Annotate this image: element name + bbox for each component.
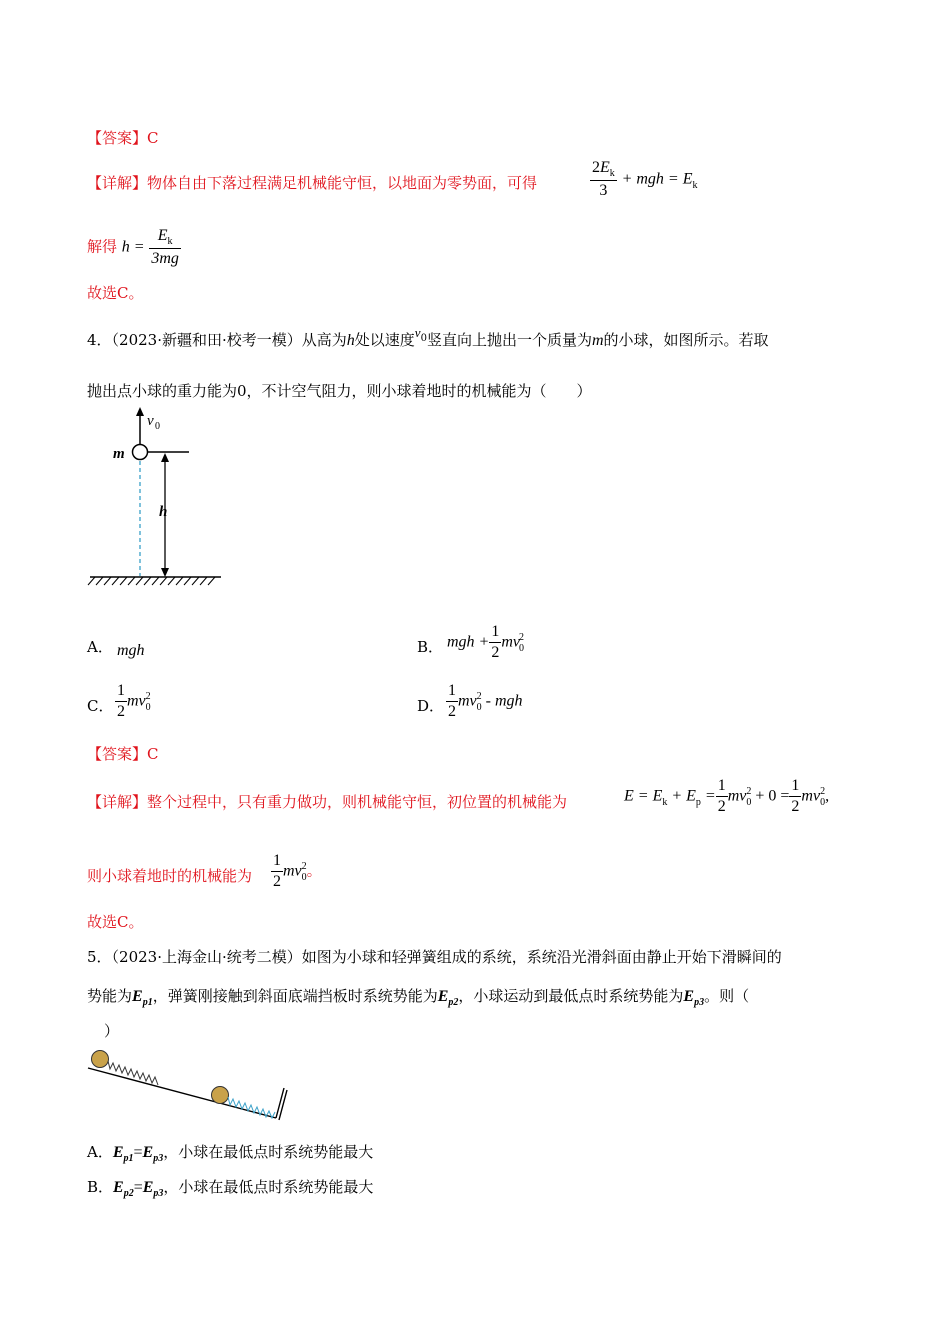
q4-figure — [85, 405, 230, 590]
q4-option-a-expr: mgh — [117, 642, 145, 659]
q5-stem-line2: 势能为$E_{p1}$，弹簧刚接触到斜面底端挡板时系统势能为$E_{p2}$，小球运动到最低点时系统势能为$E_{p3}$。则（ — [87, 987, 750, 1008]
q4-number: 4． — [87, 331, 112, 349]
ball-top — [92, 1051, 109, 1068]
q3-detail-text: 物体自由下落过程满足机械能守恒，以地面为零势面，可得 — [147, 174, 538, 192]
q3-answer: C — [147, 129, 159, 147]
q3-detail-line — [87, 173, 537, 193]
q4-option-b[interactable]: B． — [417, 638, 444, 656]
svg-text:0: 0 — [155, 421, 160, 432]
q4-option-c-expr: $\frac{1}{2}$ $mv^2_0$ — [117, 682, 151, 720]
q4-option-d-expr: $\frac{1}{2}$ $mv^2_0$ - mgh — [448, 682, 523, 720]
q4-final-energy: $\frac{1}{2}$ $mv^2_0$。 — [273, 852, 322, 890]
q4-option-a[interactable]: A． — [87, 638, 113, 656]
q4-detail-line2: 则小球着地时的机械能为 — [87, 867, 253, 885]
ball-bottom — [212, 1087, 229, 1104]
q4-v0: v — [414, 325, 421, 340]
q5-stem-line3: ） — [104, 1022, 120, 1040]
fig-h-label: h — [159, 504, 168, 520]
fig-m-label: m — [113, 446, 125, 462]
q5-figure — [86, 1048, 296, 1123]
q5-option-a[interactable]: A．$E_{p1}=E_{p3}$，小球在最低点时系统势能最大 — [87, 1143, 374, 1164]
q3-solve-text: 解得 — [87, 237, 118, 256]
q4-source: （2023·新疆和田·校考一模） — [111, 331, 302, 349]
q3-choose: 故选C。 — [87, 284, 144, 302]
q4-option-c[interactable]: C． — [87, 697, 114, 715]
q3-energy-equation: $\frac{2E_k}{3}$ + mgh = $E_k$ — [592, 159, 698, 199]
q4-answer-line: 【答案】C — [87, 745, 159, 763]
q4-option-b-expr: mgh + $\frac{1}{2}$ $mv^2_0$ — [447, 623, 525, 661]
spring-top — [108, 1061, 158, 1085]
answer-label: 【答案】 — [87, 129, 148, 147]
detail-label: 【详解】 — [87, 174, 148, 192]
q3-solve-line: 解得 h = $\frac{E_k}{3mg}$ — [87, 227, 179, 267]
fig-v-label: v — [147, 413, 154, 429]
q4-energy-equation: $E = E_k + E_p$ = $\frac{1}{2}$ $mv^2_0 + 0$ = $\frac{1}{2}$ $mv^2_0$, — [624, 777, 830, 815]
q4-detail-line: 【详解】整个过程中，只有重力做功，则机械能守恒，初位置的机械能为 — [87, 793, 568, 811]
q4-stem-line1: 4．（2023·新疆和田·校考一模）从高为h处以速度$v^0$竖直向上抛出一个质量为m的小球，如图所示。若取 — [87, 325, 769, 349]
q4-stem-line2: 抛出点小球的重力能为0，不计空气阻力，则小球着地时的机械能为（ ） — [87, 382, 592, 400]
q4-answer: C — [147, 745, 159, 763]
ball-circle — [133, 445, 148, 460]
q5-option-b[interactable]: B．$E_{p2}=E_{p3}$，小球在最低点时系统势能最大 — [87, 1178, 374, 1199]
q3-answer-line — [87, 128, 159, 148]
q4-option-d[interactable]: D． — [417, 697, 445, 715]
q5-stem-line1: 5．（2023·上海金山·统考二模）如图为小球和轻弹簧组成的系统，系统沿光滑斜面由静止开始下滑瞬间的 — [87, 948, 782, 966]
q4-choose: 故选C。 — [87, 913, 144, 931]
